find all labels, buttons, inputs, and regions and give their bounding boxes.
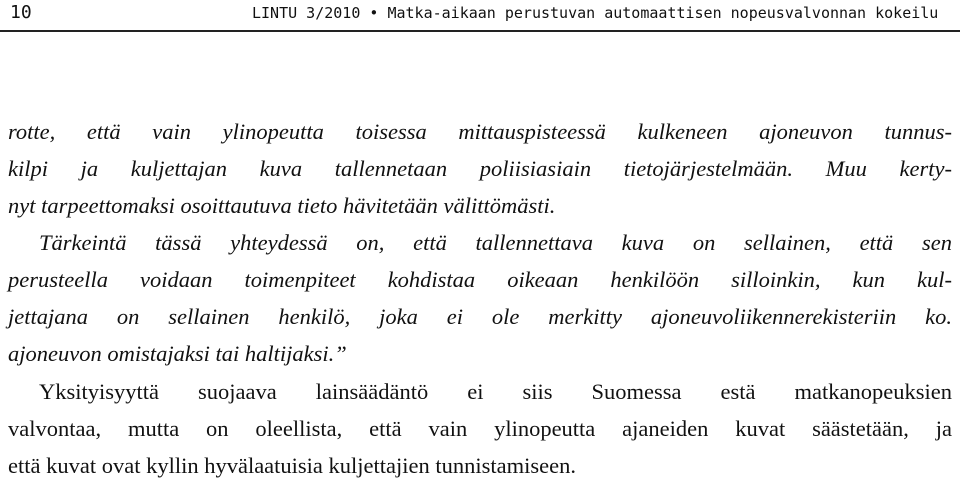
quote-line: jettajana on sellainen henkilö, joka ei ole merkitty ajoneuvoliikennerekisteriin ko.	[8, 304, 952, 329]
body-paragraph	[8, 373, 952, 484]
paragraph-line: valvontaa, mutta on oleellista, että vain ylinopeutta ajaneiden kuvat säästetään, ja	[8, 416, 952, 441]
running-head: LINTU 3/2010 • Matka-aikaan perustuvan automaattisen nopeusvalvonnan kokeilu	[252, 4, 939, 22]
quote-line: rotte, että vain ylinopeutta toisessa mittauspisteessä kulkeneen ajoneuvon tunnus-	[8, 119, 952, 144]
quote-line: Tärkeintä tässä yhteydessä on, että tallennettava kuva on sellainen, että sen	[39, 230, 952, 255]
paragraph-line: Yksityisyyttä suojaava lainsäädäntö ei siis Suomessa estä matkanopeuksien	[39, 379, 952, 404]
header-rule	[0, 30, 960, 32]
page-header	[0, 0, 960, 30]
quote-line: perusteella voidaan toimenpiteet kohdistaa oikeaan henkilöön silloinkin, kun kul-	[8, 267, 952, 292]
paragraph-line: että kuvat ovat kyllin hyvälaatuisia kuljettajien tunnistamiseen.	[8, 453, 576, 478]
quoted-passage	[8, 113, 952, 372]
quote-line: nyt tarpeettomaksi osoittautuva tieto hävitetään välittömästi.	[8, 193, 556, 218]
page-number: 10	[10, 2, 32, 23]
quote-line: ajoneuvon omistajaksi tai haltijaksi.”	[8, 341, 347, 366]
quote-line: kilpi ja kuljettajan kuva tallennetaan poliisiasiain tietojärjestelmään. Muu kerty-	[8, 156, 952, 181]
